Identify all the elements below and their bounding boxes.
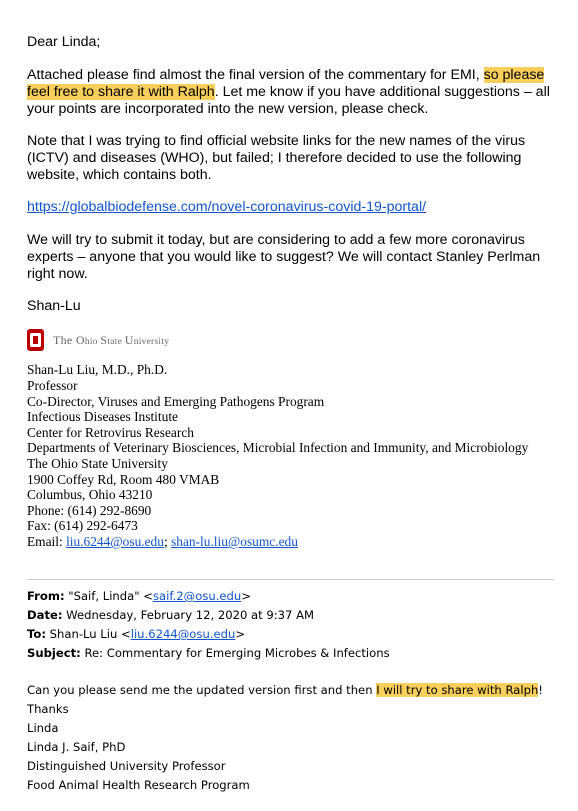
para2-line1: Note that I was trying to find official website links for the new names of the virus — [27, 133, 526, 149]
highlight-so-please: so please — [483, 67, 545, 83]
greeting: Dear Linda; — [27, 34, 101, 50]
osu-logo — [27, 329, 169, 351]
sig-address: 1900 Coffey Rd, Room 480 VMAB — [27, 472, 220, 487]
sig-email-osumc-link[interactable]: shan-lu.liu@osumc.edu — [171, 534, 298, 549]
reply-linda: Linda — [27, 721, 59, 735]
sig-institute: Infectious Diseases Institute — [27, 409, 178, 424]
sig-name: Shan-Lu Liu, M.D., Ph.D. — [27, 362, 168, 377]
sig-email-line: Email: liu.6244@osu.edu; shan-lu.liu@osumc.edu — [27, 534, 298, 549]
reply-to: To: Shan-Lu Liu <liu.6244@osu.edu> — [27, 627, 246, 641]
para2-line3: website, which contains both. — [27, 167, 212, 183]
para1-line3: your points are incorporated into the new version, please check. — [27, 101, 429, 117]
reply-sig-name: Linda J. Saif, PhD — [27, 740, 126, 754]
osu-wordmark: The Ohio State University — [53, 332, 170, 347]
reply-subject: Subject: Re: Commentary for Emerging Microbes & Infections — [27, 646, 390, 660]
reply-sig-title: Distinguished University Professor — [27, 759, 226, 773]
portal-link-line — [27, 199, 426, 216]
block-o-icon — [27, 329, 44, 351]
signoff: Shan-Lu — [27, 298, 81, 314]
highlight-try-share: I will try to share with Ralph — [376, 683, 539, 697]
sig-center: Center for Retrovirus Research — [27, 425, 194, 440]
para3-line3: right now. — [27, 266, 88, 282]
reply-thanks: Thanks — [27, 702, 69, 716]
highlight-share-ralph: feel free to share it with Ralph — [27, 84, 215, 100]
reply-sig-program: Food Animal Health Research Program — [27, 778, 250, 792]
reply-divider — [27, 579, 554, 580]
reply-line-1: Can you please send me the updated version first and then I will try to share with Ralph! — [27, 683, 543, 697]
sig-university: The Ohio State University — [27, 456, 168, 471]
para1-line2 — [27, 84, 550, 101]
sig-phone: Phone: (614) 292-8690 — [27, 503, 152, 518]
para3-line1: We will try to submit it today, but are considering to add a few more coronavirus — [27, 232, 525, 248]
reply-from: From: "Saif, Linda" <saif.2@osu.edu> — [27, 589, 251, 603]
para1-text-cont: . Let me know if you have additional suggestions – all — [214, 84, 550, 100]
to-email-link[interactable]: liu.6244@osu.edu — [130, 627, 236, 641]
sig-title: Professor — [27, 378, 78, 393]
para1-text: Attached please find almost the final version of the commentary for EMI, — [27, 67, 484, 83]
reply-date: Date: Wednesday, February 12, 2020 at 9:37 AM — [27, 608, 315, 622]
para1-line1 — [27, 67, 544, 84]
sig-codirector: Co-Director, Viruses and Emerging Pathogens Program — [27, 394, 325, 409]
sig-city: Columbus, Ohio 43210 — [27, 487, 153, 502]
para2-line2: (ICTV) and diseases (WHO), but failed; I therefore decided to use the following — [27, 150, 522, 166]
para3-line2: experts – anyone that you would like to suggest? We will contact Stanley Perlman — [27, 249, 541, 265]
from-email-link[interactable]: saif.2@osu.edu — [152, 589, 242, 603]
sig-departments: Departments of Veterinary Biosciences, Microbial Infection and Immunity, and Microbiology — [27, 440, 529, 455]
sig-fax: Fax: (614) 292-6473 — [27, 518, 138, 533]
sig-email-label: Email: — [27, 534, 67, 549]
portal-link[interactable]: https://globalbiodefense.com/novel-coronavirus-covid-19-portal/ — [27, 199, 427, 215]
sig-email-osu-link[interactable]: liu.6244@osu.edu — [66, 534, 164, 549]
